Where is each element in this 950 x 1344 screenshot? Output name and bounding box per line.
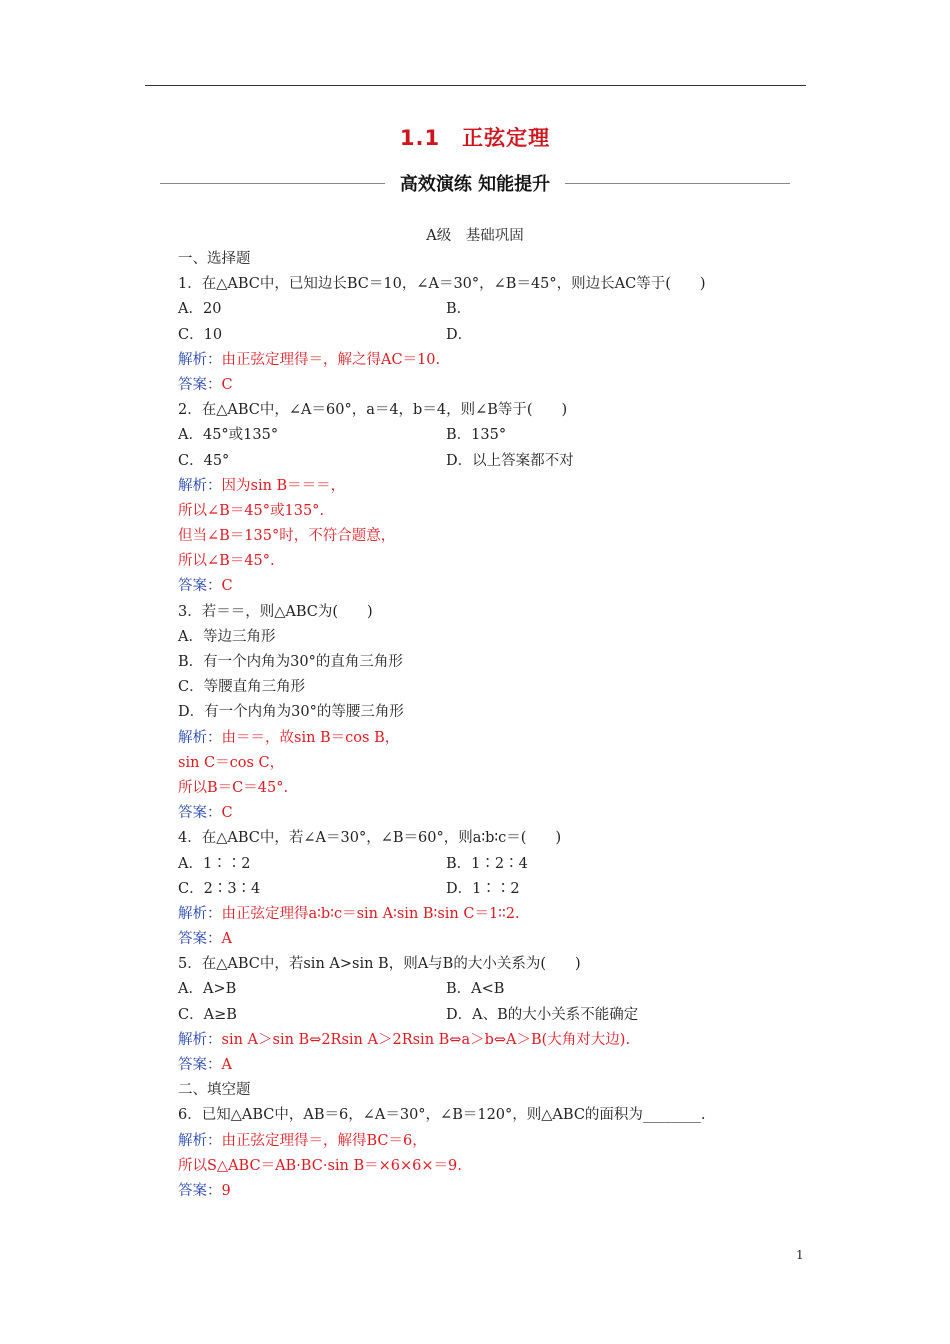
option-right: D．以上答案都不对 [446,452,574,469]
line-text: A．45°或135° [178,427,279,444]
line-text: 所以B＝C＝45°. [178,779,289,796]
option-right: D．A、B的大小关系不能确定 [446,1006,639,1023]
banner-text: 高效演练 知能提升 [399,174,551,195]
text-line [178,1179,818,1204]
option-right: B．A<B [446,981,505,998]
text-line [178,398,818,423]
text-line [178,1078,818,1103]
text-line [178,524,818,549]
answer-label: 解析： [178,477,222,494]
text-line [178,297,818,322]
answer-label: 解析： [178,905,222,922]
level-heading: A级 基础巩固 [426,228,524,244]
banner-line-right [565,183,790,184]
line-text: 由正弦定理得a∶b∶c＝sin A∶sin B∶sin C＝1∶∶2. [221,905,520,922]
answer-label: 答案： [178,805,222,822]
text-line [178,675,818,700]
line-text: C [221,805,233,822]
text-line [178,1053,818,1078]
line-text: 4．在△ABC中，若∠A＝30°，∠B＝60°，则a∶b∶c＝( ) [178,830,562,847]
answer-label: 答案： [178,578,222,595]
line-text: 1．在△ABC中，已知边长BC＝10，∠A＝30°，∠B＝45°，则边长AC等于( ) [178,276,706,293]
line-text: 5．在△ABC中，若sin A>sin B，则A与B的大小关系为( ) [178,956,581,973]
line-text: C．45° [178,452,230,469]
text-line [178,852,818,877]
text-line [178,700,818,725]
answer-label: 解析： [178,1132,222,1149]
text-line [178,826,818,851]
answer-label: 解析： [178,351,222,368]
text-line [178,726,818,751]
text-line [178,348,818,373]
line-text: A．1∶∶2 [178,855,251,872]
text-line [178,650,818,675]
text-line [178,272,818,297]
line-text: 6．已知△ABC中，AB＝6，∠A＝30°，∠B＝120°，则△ABC的面积为________. [178,1107,706,1124]
answer-label: 答案： [178,1057,222,1073]
line-text: A．等边三角形 [178,628,276,645]
line-text: C．等腰直角三角形 [178,679,306,696]
text-line [178,474,818,499]
line-text: A．20 [178,301,222,318]
line-text: C [221,578,233,595]
text-line [178,1103,818,1128]
text-line [178,1154,818,1179]
line-text: C．A≥B [178,1006,237,1023]
line-text: A [221,1057,232,1073]
text-line [178,751,818,776]
text-line [178,574,818,599]
option-right: D．1∶∶2 [446,880,520,897]
text-line [178,1003,818,1028]
line-text: A．A>B [178,981,237,998]
line-text: sin C＝cos C， [178,754,285,771]
line-text: 因为sin B＝＝＝， [221,477,346,494]
line-text: 但当∠B＝135°时，不符合题意， [178,528,396,545]
line-text: 由＝＝，故sin B＝cos B， [221,729,400,746]
option-right: B．1∶2∶4 [446,855,528,872]
line-text: 所以∠B＝45°. [178,553,275,570]
section-banner [160,170,790,198]
banner-line-left [160,183,385,184]
text-line [178,449,818,474]
option-right: D． [446,326,473,343]
line-text: C．2∶3∶4 [178,880,261,897]
line-text: C [221,376,233,393]
answer-label: 解析： [178,729,222,746]
text-line [178,952,818,977]
text-line [178,625,818,650]
text-line [178,902,818,927]
option-right: B．135° [446,427,507,444]
line-text: 所以∠B＝45°或135°. [178,502,325,519]
text-line [178,549,818,574]
text-line [178,423,818,448]
line-text: B．有一个内角为30°的直角三角形 [178,654,403,670]
line-text: sin A＞sin B⇔2Rsin A＞2Rsin B⇔a＞b⇔A＞B(大角对大边). [221,1031,631,1048]
text-line [178,801,818,826]
line-text: C．10 [178,326,223,343]
text-line [178,1028,818,1053]
page-title: 1.1 正弦定理 [399,126,551,150]
exercise-body [178,247,818,1204]
text-line [178,1129,818,1154]
line-text: 所以S△ABC＝AB·BC·sin B＝×6×6×＝9. [178,1157,462,1174]
header-rule [145,85,806,86]
line-text: 一、选择题 [178,251,251,267]
answer-label: 解析： [178,1031,222,1048]
answer-label: 答案： [178,931,222,948]
text-line [178,373,818,398]
page-number: 1 [796,1248,804,1262]
text-line [178,927,818,952]
line-text: 由正弦定理得＝，解之得AC＝10. [221,351,441,368]
option-right: B． [446,301,472,318]
line-text: 2．在△ABC中，∠A＝60°，a＝4，b＝4，则∠B等于( ) [178,402,568,419]
text-line [178,499,818,524]
line-text: D．有一个内角为30°的等腰三角形 [178,704,404,721]
answer-label: 答案： [178,1182,222,1199]
line-text: 3．若＝＝，则△ABC为( ) [178,603,373,620]
text-line [178,977,818,1002]
text-line [178,600,818,625]
answer-label: 答案： [178,376,222,393]
line-text: A [221,931,232,948]
line-text: 由正弦定理得＝，解得BC＝6， [221,1132,427,1149]
line-text: 二、填空题 [178,1082,251,1099]
text-line [178,877,818,902]
text-line [178,247,818,272]
text-line [178,776,818,801]
line-text: 9 [221,1182,231,1199]
text-line [178,323,818,348]
